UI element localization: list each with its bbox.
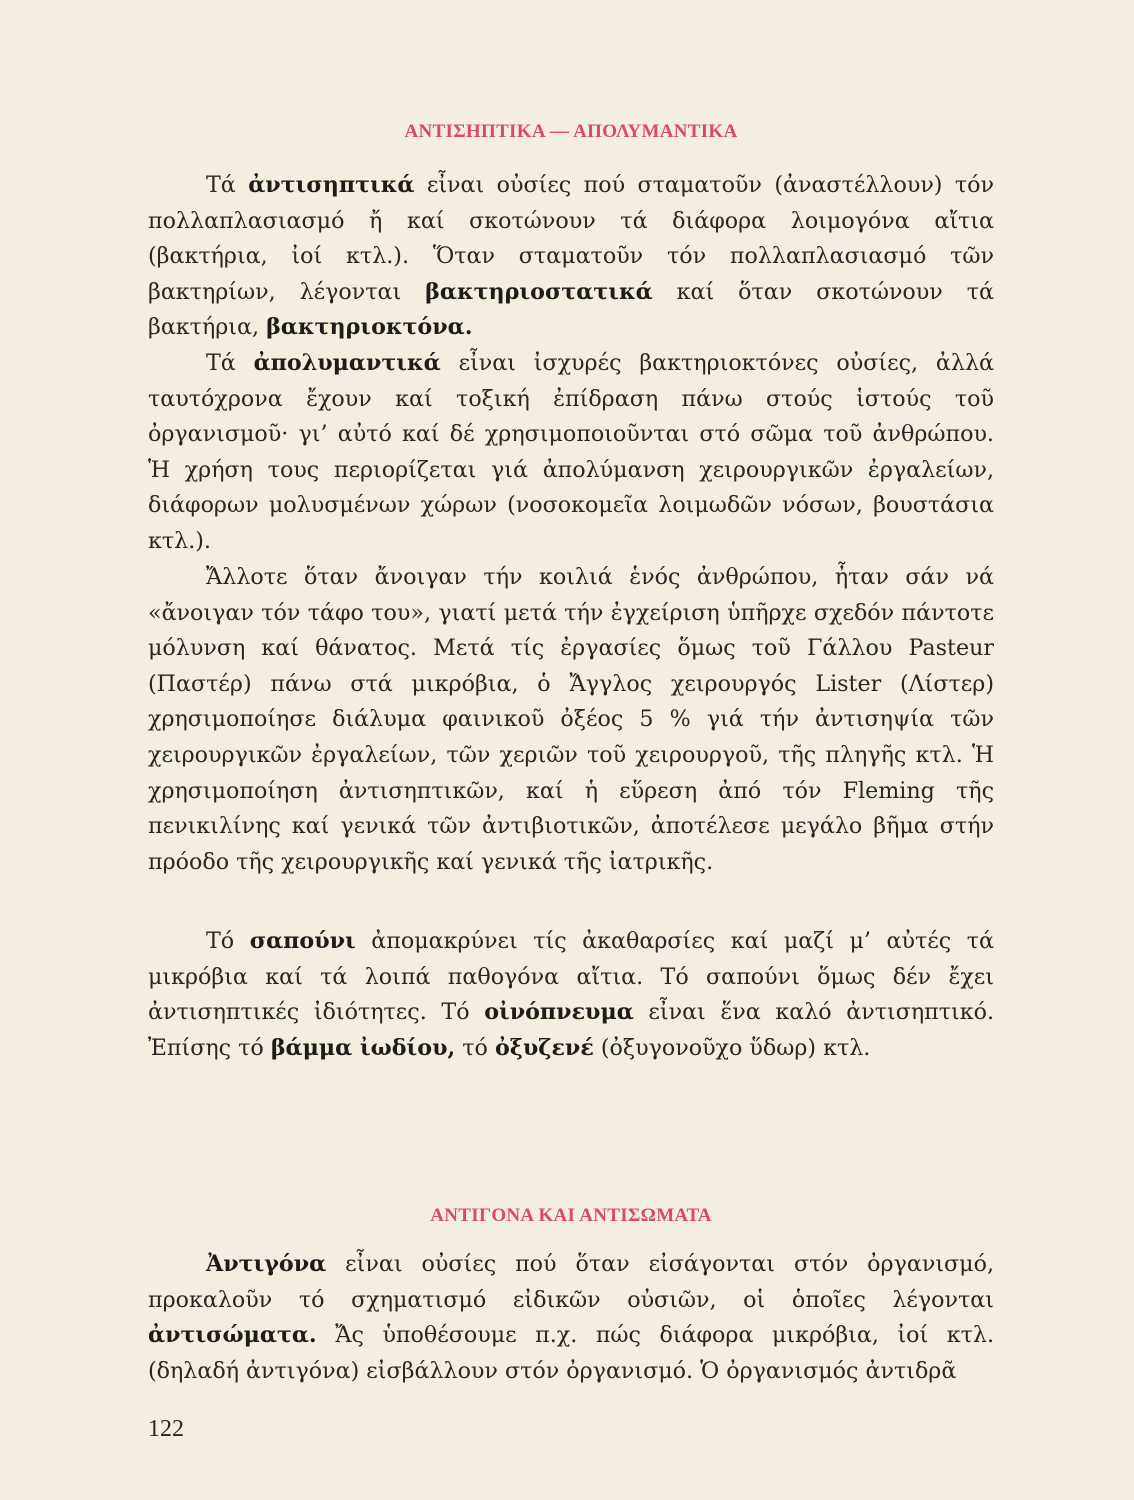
paragraph-antigens (148, 1247, 994, 1389)
paragraph-soap (148, 924, 994, 1066)
text-segment: εἶναι οὐσίες πού ὅταν εἰσάγονται στόν ὀργανισμό, προκαλοῦν τό σχηματισμό εἰδικῶν οὐσιῶν, οἱ ὁποῖες λέγονται (148, 1251, 994, 1313)
text-segment: Τά (206, 172, 249, 198)
text-segment: εἶναι ἰσχυρές βακτηριοκτόνες οὐσίες, ἀλλά ταυτόχρονα ἔχουν καί τοξική ἐπίδραση πάνω στούς ἱστούς τοῦ ὀργανισμοῦ· γι’ αὐτό καί δέ χρησιμοποιοῦνται στό σῶμα τοῦ ἀνθρώπου. Ἡ χρήση τους περιορίζεται γιά ἀπολύμανση χειρουργικῶν ἐργαλείων, διάφορων μολυσμένων χώρων (νοσοκομεῖα λοιμωδῶν νόσων, βουστάσια κτλ.). (148, 350, 994, 554)
bold-term: Ἀντιγόνα (206, 1251, 327, 1277)
text-segment: Τό (206, 928, 250, 954)
bold-term: βάμμα ἰωδίου, (270, 1034, 456, 1061)
bold-term: βακτηριοστατικά (425, 278, 653, 305)
text-segment: ἀπομακρύνει τίς ἀκαθαρσίες καί μαζί μ’ αὐτές τά μικρόβια καί τά λοιπά παθογόνα αἴτια. Τό σαπούνι ὅμως δέν ἔχει ἀντισηπτικές ἰδιότητες. Τό (148, 928, 994, 1026)
text-segment: Ἄς ὑποθέσουμε π.χ. πώς διάφορα μικρόβια, ἰοί κτλ. (δηλαδή ἀντιγόνα) εἰσβάλλουν στόν ὀργανισμό. Ὁ ὀργανισμός ἀντιδρᾶ (148, 1322, 994, 1384)
text-segment: Τά (206, 350, 254, 376)
section-heading-antigens: ΑΝΤΙΓΟΝΑ ΚΑΙ ΑΝΤΙΣΩΜΑΤΑ (430, 1205, 712, 1226)
section-heading-antiseptics: ΑΝΤΙΣΗΠΤΙΚΑ — ΑΠΟΛΥΜΑΝΤΙΚΑ (404, 121, 738, 142)
bold-term: ἀντισηπτικά (248, 172, 415, 198)
bold-term: ὀξυζενέ (494, 1034, 594, 1061)
text-segment: (ὀξυγονοῦχο ὕδωρ) κτλ. (593, 1034, 871, 1061)
text-segment: εἶναι ἕνα καλό ἀντισηπτικό. Ἐπίσης τό (148, 999, 994, 1061)
bold-term: σαπούνι (249, 928, 356, 954)
bold-term: βακτηριοκτόνα. (266, 314, 473, 341)
text-segment: καί ὅταν σκοτώνουν τά βακτήρια, (148, 278, 994, 341)
paragraph-disinfectants (148, 346, 994, 560)
bold-term: οἰνόπνευμα (484, 999, 634, 1026)
paragraph-antiseptics-definition (148, 168, 994, 346)
text-segment: τό (455, 1034, 495, 1061)
text-segment: εἶναι οὐσίες πού σταματοῦν (ἀναστέλλουν) τόν πολλαπλασιασμό ἤ καί σκοτώνουν τά διάφορα λοιμογόνα αἴτια (βακτήρια, ἰοί κτλ.). Ὅταν σταματοῦν τόν πολλαπλασιασμό τῶν βακτηρίων, λέγονται (148, 172, 994, 305)
bold-term: ἀντισώματα. (148, 1322, 317, 1349)
bold-term: ἀπολυμαντικά (253, 350, 441, 376)
paragraph-history: Ἄλλοτε ὅταν ἄνοιγαν τήν κοιλιά ἑνός ἀνθρώπου, ἦταν σάν νά «ἄνοιγαν τόν τάφο του», γιατί μετά τήν ἐγχείριση ὑπῆρχε σχεδόν πάντοτε μόλυνση καί θάνατος. Μετά τίς ἐργασίες ὅμως τοῦ Γάλλου Pasteur (Παστέρ) πάνω στά μικρόβια, ὁ Ἄγγλος χειρουργός Lister (Λίστερ) χρησιμοποίησε διάλυμα φαινικοῦ ὀξέος 5 % γιά τήν ἀντισηψία τῶν χειρουργικῶν ἐργαλείων, τῶν χεριῶν τοῦ χειρουργοῦ, τῆς πληγῆς κτλ. Ἡ χρησιμοποίηση ἀντισηπτικῶν, καί ἡ εὕρεση ἀπό τόν Fleming τῆς πενικιλίνης καί γενικά τῶν ἀντιβιοτικῶν, ἀποτέλεσε μεγάλο βῆμα στήν πρόοδο τῆς χειρουργικῆς καί γενικά τῆς ἰατρικῆς. (148, 564, 994, 875)
page-number: 122 (148, 1416, 184, 1442)
